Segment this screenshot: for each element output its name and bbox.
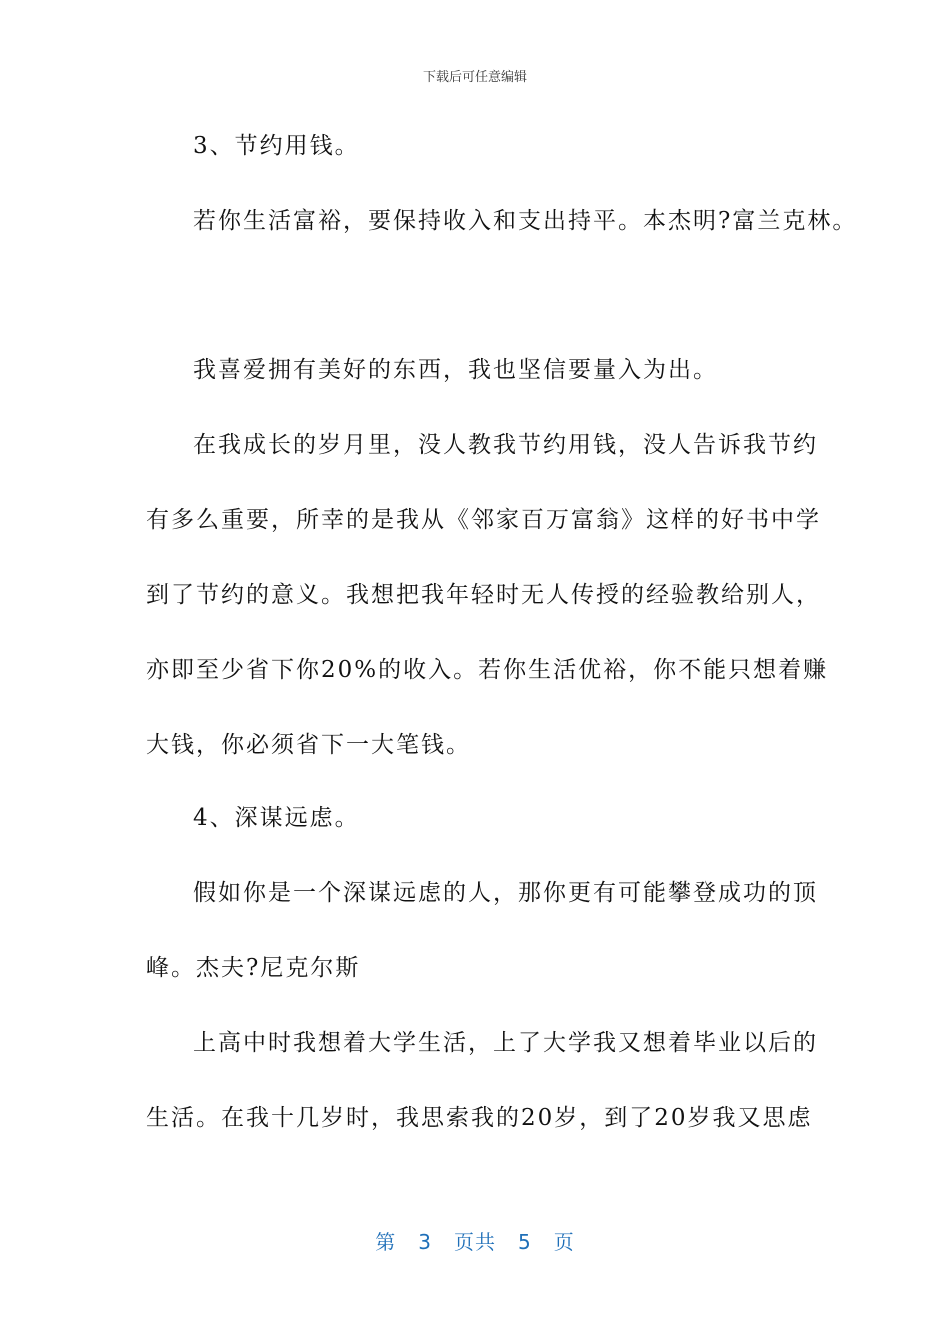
quote-line: 若你生活富裕，要保持收入和支出持平。本杰明?富兰克林。 bbox=[193, 208, 858, 234]
footer-suffix: 页 bbox=[553, 1230, 575, 1254]
paragraph-line: 在我成长的岁月里，没人教我节约用钱，没人告诉我节约 bbox=[193, 432, 818, 458]
paragraph-line: 有多么重要，所幸的是我从《邻家百万富翁》这样的好书中学 bbox=[146, 507, 821, 533]
current-page-number: 3 bbox=[418, 1230, 432, 1254]
page-footer bbox=[0, 1226, 950, 1255]
section-heading: 3、节约用钱。 bbox=[193, 133, 360, 159]
total-pages-number: 5 bbox=[518, 1230, 532, 1254]
paragraph-line: 我喜爱拥有美好的东西，我也坚信要量入为出。 bbox=[193, 357, 718, 383]
section-heading: 4、深谋远虑。 bbox=[193, 805, 360, 831]
footer-middle: 页共 bbox=[454, 1230, 496, 1254]
page-header: 下载后可任意编辑 bbox=[422, 70, 527, 85]
paragraph-line: 亦即至少省下你20%的收入。若你生活优裕，你不能只想着赚 bbox=[146, 657, 829, 683]
footer-prefix: 第 bbox=[375, 1230, 397, 1254]
quote-line: 假如你是一个深谋远虑的人，那你更有可能攀登成功的顶 bbox=[193, 880, 818, 906]
paragraph-line: 上高中时我想着大学生活，上了大学我又想着毕业以后的 bbox=[193, 1030, 818, 1056]
paragraph-line: 生活。在我十几岁时，我思索我的20岁，到了20岁我又思虑 bbox=[146, 1105, 813, 1131]
quote-line: 峰。杰夫?尼克尔斯 bbox=[146, 955, 361, 981]
paragraph-line: 大钱，你必须省下一大笔钱。 bbox=[146, 732, 471, 758]
paragraph-line: 到了节约的意义。我想把我年轻时无人传授的经验教给别人， bbox=[146, 582, 821, 608]
